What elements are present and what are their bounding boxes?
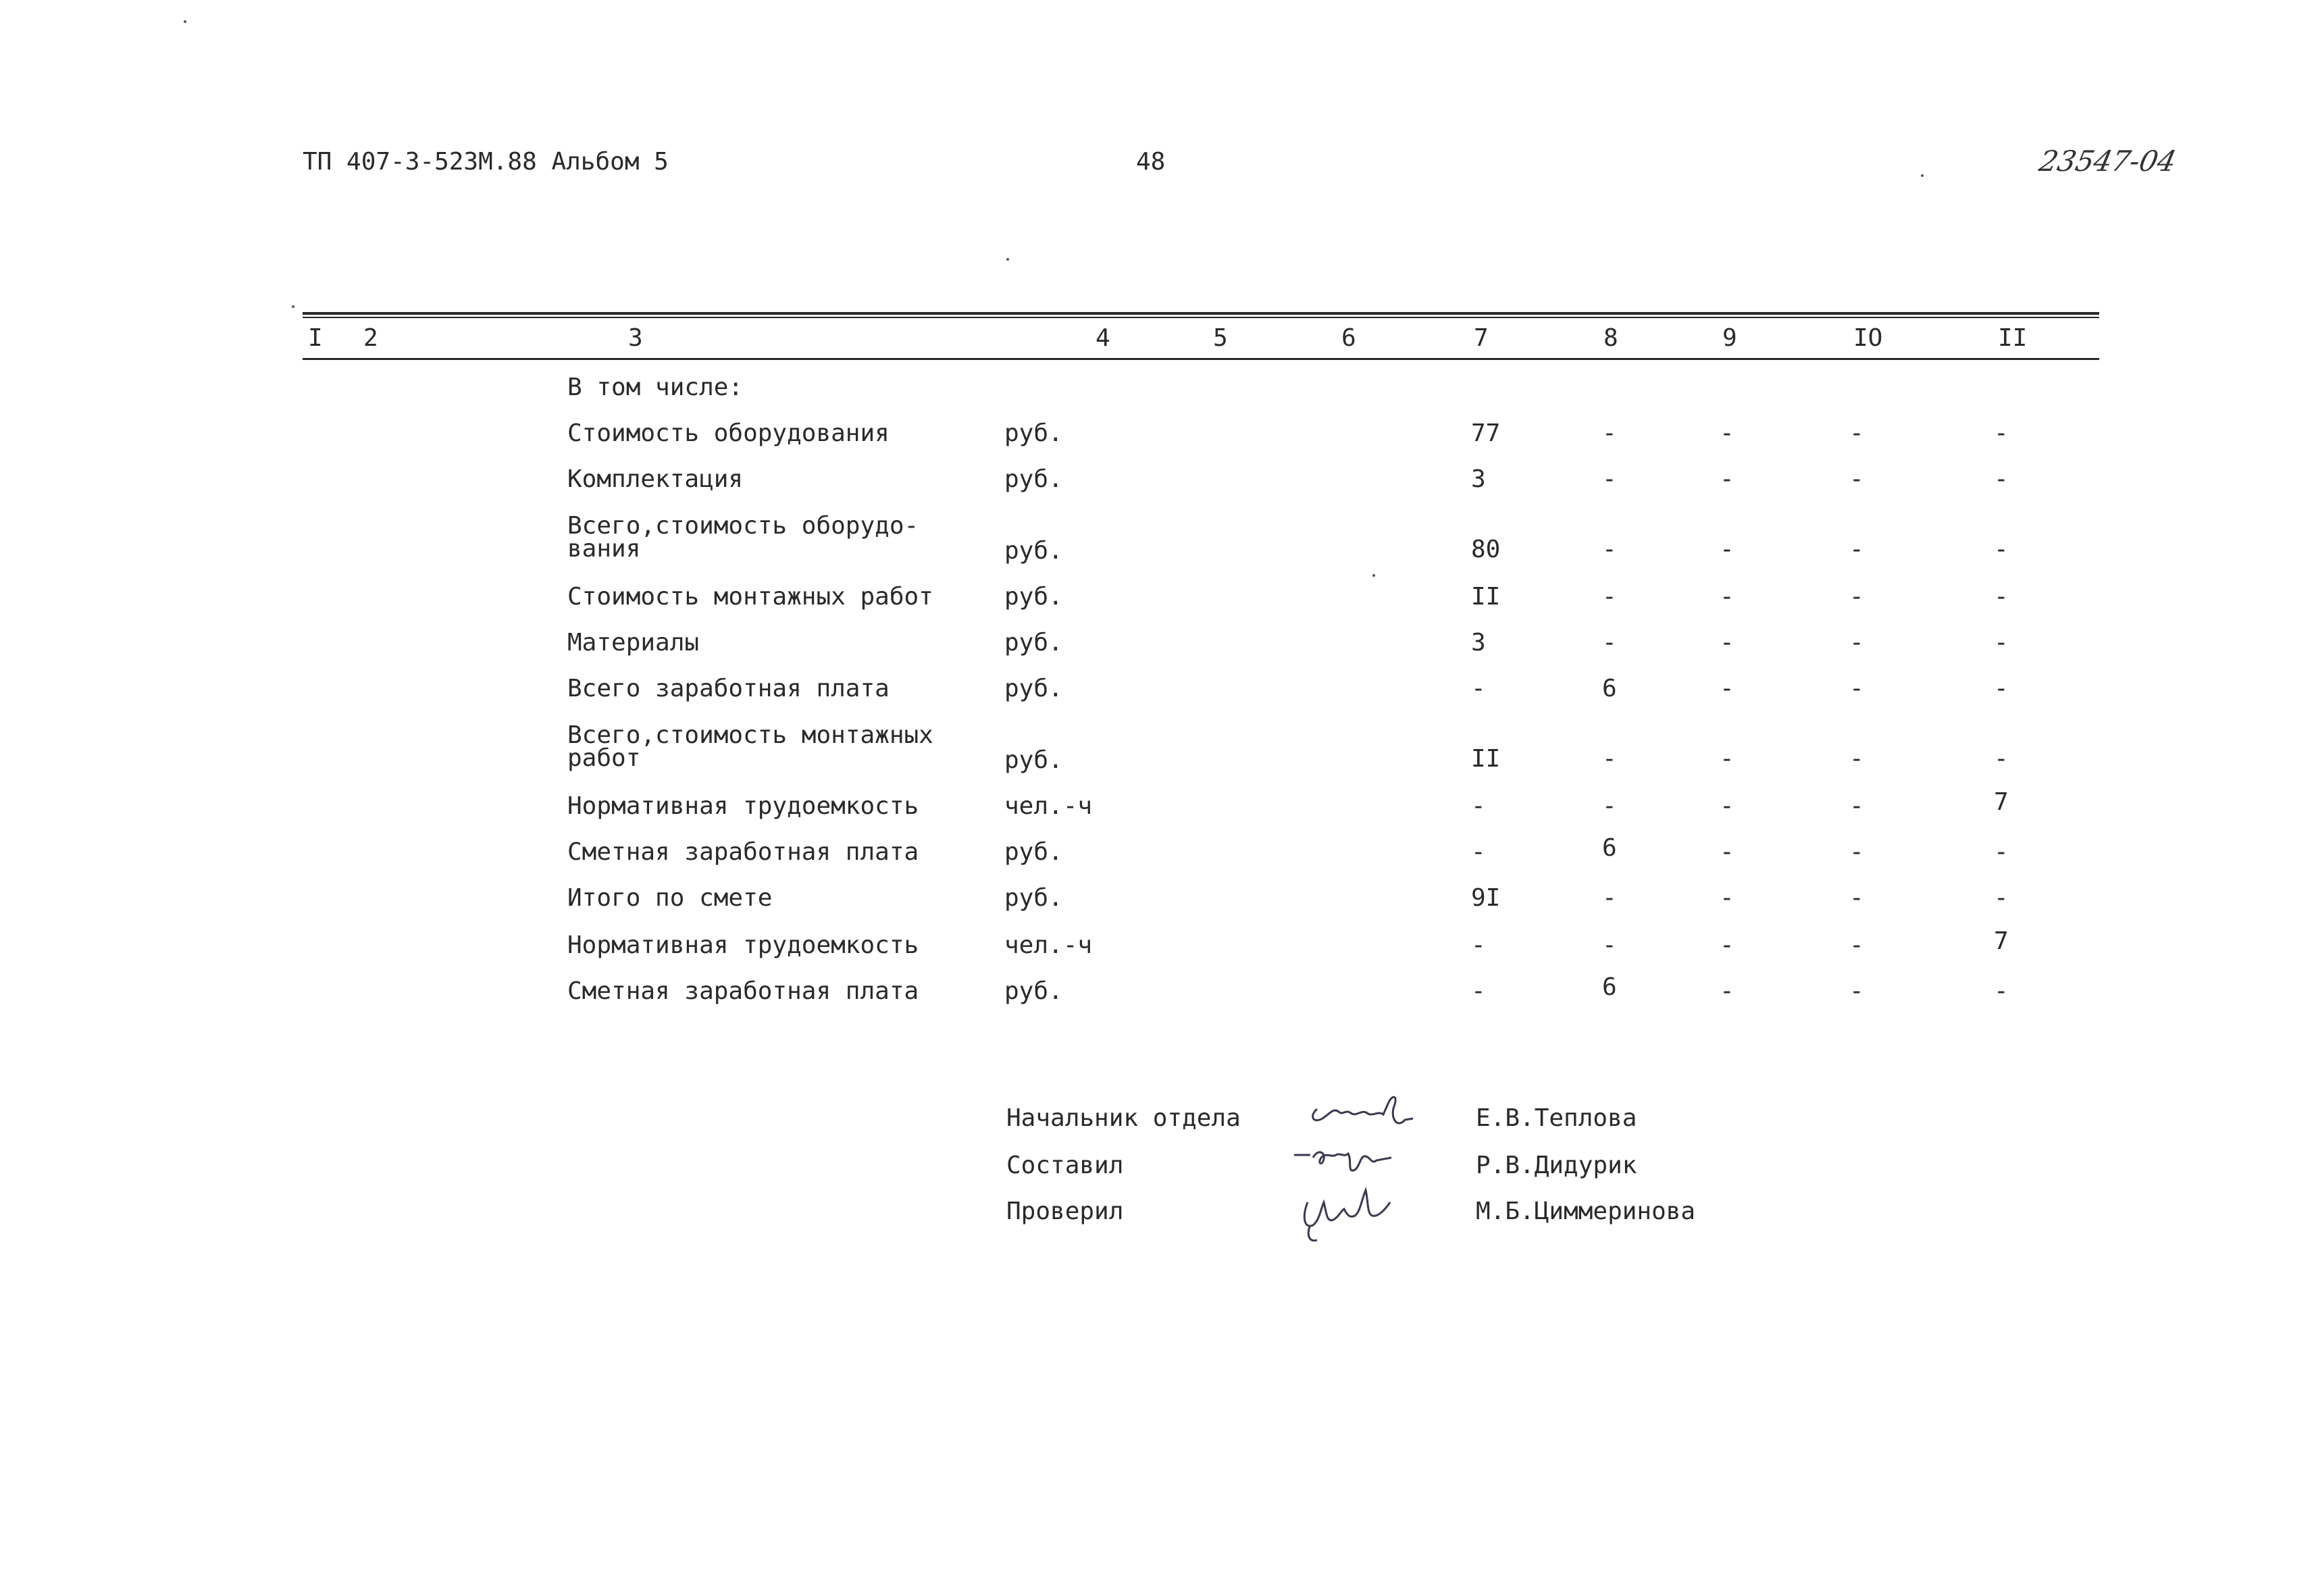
table-header-bottom-rule [303, 358, 2099, 360]
cell-col-11: 7 [1994, 788, 2009, 816]
cell-col-8: - [1602, 884, 1617, 912]
section-label: В том числе: [567, 374, 744, 401]
row-description: Всего заработная плата [567, 675, 890, 702]
cell-col-11: - [1994, 884, 2009, 912]
cell-col-10: - [1849, 792, 1864, 820]
cell-col-9: - [1720, 977, 1734, 1005]
column-number: 3 [628, 324, 643, 352]
row-description: Нормативная трудоемкость [567, 792, 919, 820]
row-unit: руб. [1004, 675, 1063, 702]
cell-col-10: - [1849, 838, 1864, 866]
column-number: 6 [1341, 324, 1356, 352]
row-unit: чел.-ч [1004, 792, 1093, 820]
cell-col-11: - [1994, 583, 2009, 611]
cell-col-11: - [1994, 675, 2009, 702]
cell-col-9: - [1720, 583, 1734, 611]
cell-col-8: - [1602, 465, 1617, 493]
cell-col-9: - [1720, 884, 1734, 912]
cell-col-10: - [1849, 536, 1864, 563]
cell-col-8: - [1602, 931, 1617, 959]
row-description: Сметная заработная плата [567, 838, 919, 866]
cell-col-9: - [1720, 792, 1734, 820]
column-number: 4 [1096, 324, 1110, 352]
cell-col-7: 9I [1471, 884, 1501, 912]
row-description: Итого по смете [567, 884, 773, 912]
cell-col-8: 6 [1602, 973, 1617, 1001]
cell-col-10: - [1849, 931, 1864, 959]
signature-name: Е.В.Теплова [1476, 1104, 1637, 1132]
cell-col-8: - [1602, 745, 1617, 773]
cell-col-11: - [1994, 465, 2009, 493]
cell-col-7: 77 [1471, 419, 1501, 447]
row-unit: руб. [1004, 465, 1063, 493]
cell-col-11: - [1994, 977, 2009, 1005]
document-reference: ТП 407-3-523М.88 Альбом 5 [303, 148, 669, 176]
column-number: 7 [1474, 324, 1489, 352]
row-unit: руб. [1004, 583, 1063, 611]
cell-col-9: - [1720, 931, 1734, 959]
scan-speck [1006, 258, 1009, 261]
row-description: Стоимость оборудования [567, 419, 890, 447]
scan-speck [1921, 174, 1924, 177]
cell-col-7: - [1471, 675, 1486, 702]
row-unit: чел.-ч [1004, 931, 1093, 959]
cell-col-7: 3 [1471, 465, 1486, 493]
cell-col-11: - [1994, 419, 2009, 447]
cell-col-9: - [1720, 838, 1734, 866]
cell-col-7: II [1471, 745, 1501, 773]
row-unit: руб. [1004, 884, 1063, 912]
cell-col-7: II [1471, 583, 1501, 611]
scan-speck [184, 20, 186, 23]
cell-col-7: - [1471, 931, 1486, 959]
column-number: 2 [363, 324, 378, 352]
cell-col-11: - [1994, 745, 2009, 773]
row-description: Всего,стоимость оборудо- вания [567, 512, 919, 563]
page-number: 48 [1136, 148, 1166, 176]
cell-col-10: - [1849, 629, 1864, 657]
signature-name: М.Б.Циммеринова [1476, 1198, 1696, 1225]
cell-col-10: - [1849, 977, 1864, 1005]
cell-col-8: 6 [1602, 675, 1617, 702]
handwritten-signature [1304, 1089, 1432, 1136]
scan-speck [1372, 574, 1375, 577]
row-unit: руб. [1004, 537, 1063, 565]
row-description: Материалы [567, 629, 700, 657]
cell-col-11: 7 [1994, 927, 2009, 955]
column-number: 8 [1603, 324, 1618, 352]
signature-name: Р.В.Дидурик [1476, 1152, 1637, 1179]
cell-col-7: - [1471, 838, 1486, 866]
cell-col-7: - [1471, 792, 1486, 820]
signature-role: Проверил [1006, 1198, 1124, 1225]
cell-col-8: - [1602, 629, 1617, 657]
cell-col-11: - [1994, 838, 2009, 866]
row-unit: руб. [1004, 977, 1063, 1005]
cell-col-8: - [1602, 419, 1617, 447]
column-number: I [308, 324, 323, 352]
row-description: Всего,стоимость монтажных работ [567, 721, 933, 772]
cell-col-7: 80 [1471, 536, 1501, 563]
row-unit: руб. [1004, 629, 1063, 657]
row-description: Нормативная трудоемкость [567, 931, 919, 959]
column-number: II [1998, 324, 2028, 352]
table-top-rule-inner [303, 317, 2099, 318]
table-top-rule [303, 312, 2099, 315]
cell-col-10: - [1849, 419, 1864, 447]
row-unit: руб. [1004, 838, 1063, 866]
cell-col-11: - [1994, 629, 2009, 657]
signature-role: Составил [1006, 1152, 1124, 1179]
row-unit: руб. [1004, 419, 1063, 447]
signature-role: Начальник отдела [1006, 1104, 1241, 1132]
scan-speck [292, 305, 294, 308]
row-description: Сметная заработная плата [567, 977, 919, 1005]
cell-col-10: - [1849, 675, 1864, 702]
cell-col-9: - [1720, 745, 1734, 773]
archive-code-handwritten: 23547-04 [2036, 145, 2180, 178]
cell-col-10: - [1849, 884, 1864, 912]
row-description: Стоимость монтажных работ [567, 583, 933, 611]
cell-col-8: - [1602, 536, 1617, 563]
cell-col-8: 6 [1602, 834, 1617, 862]
row-description: Комплектация [567, 465, 744, 493]
row-unit: руб. [1004, 746, 1063, 774]
column-number: IO [1853, 324, 1883, 352]
cell-col-9: - [1720, 536, 1734, 563]
cell-col-10: - [1849, 583, 1864, 611]
cell-col-7: - [1471, 977, 1486, 1005]
cell-col-11: - [1994, 536, 2009, 563]
column-number: 5 [1213, 324, 1228, 352]
cell-col-9: - [1720, 419, 1734, 447]
cell-col-7: 3 [1471, 629, 1486, 657]
cell-col-9: - [1720, 629, 1734, 657]
cell-col-8: - [1602, 792, 1617, 820]
column-number: 9 [1722, 324, 1737, 352]
cell-col-10: - [1849, 745, 1864, 773]
cell-col-9: - [1720, 465, 1734, 493]
handwritten-signature [1297, 1175, 1425, 1250]
cell-col-9: - [1720, 675, 1734, 702]
cell-col-8: - [1602, 583, 1617, 611]
cell-col-10: - [1849, 465, 1864, 493]
